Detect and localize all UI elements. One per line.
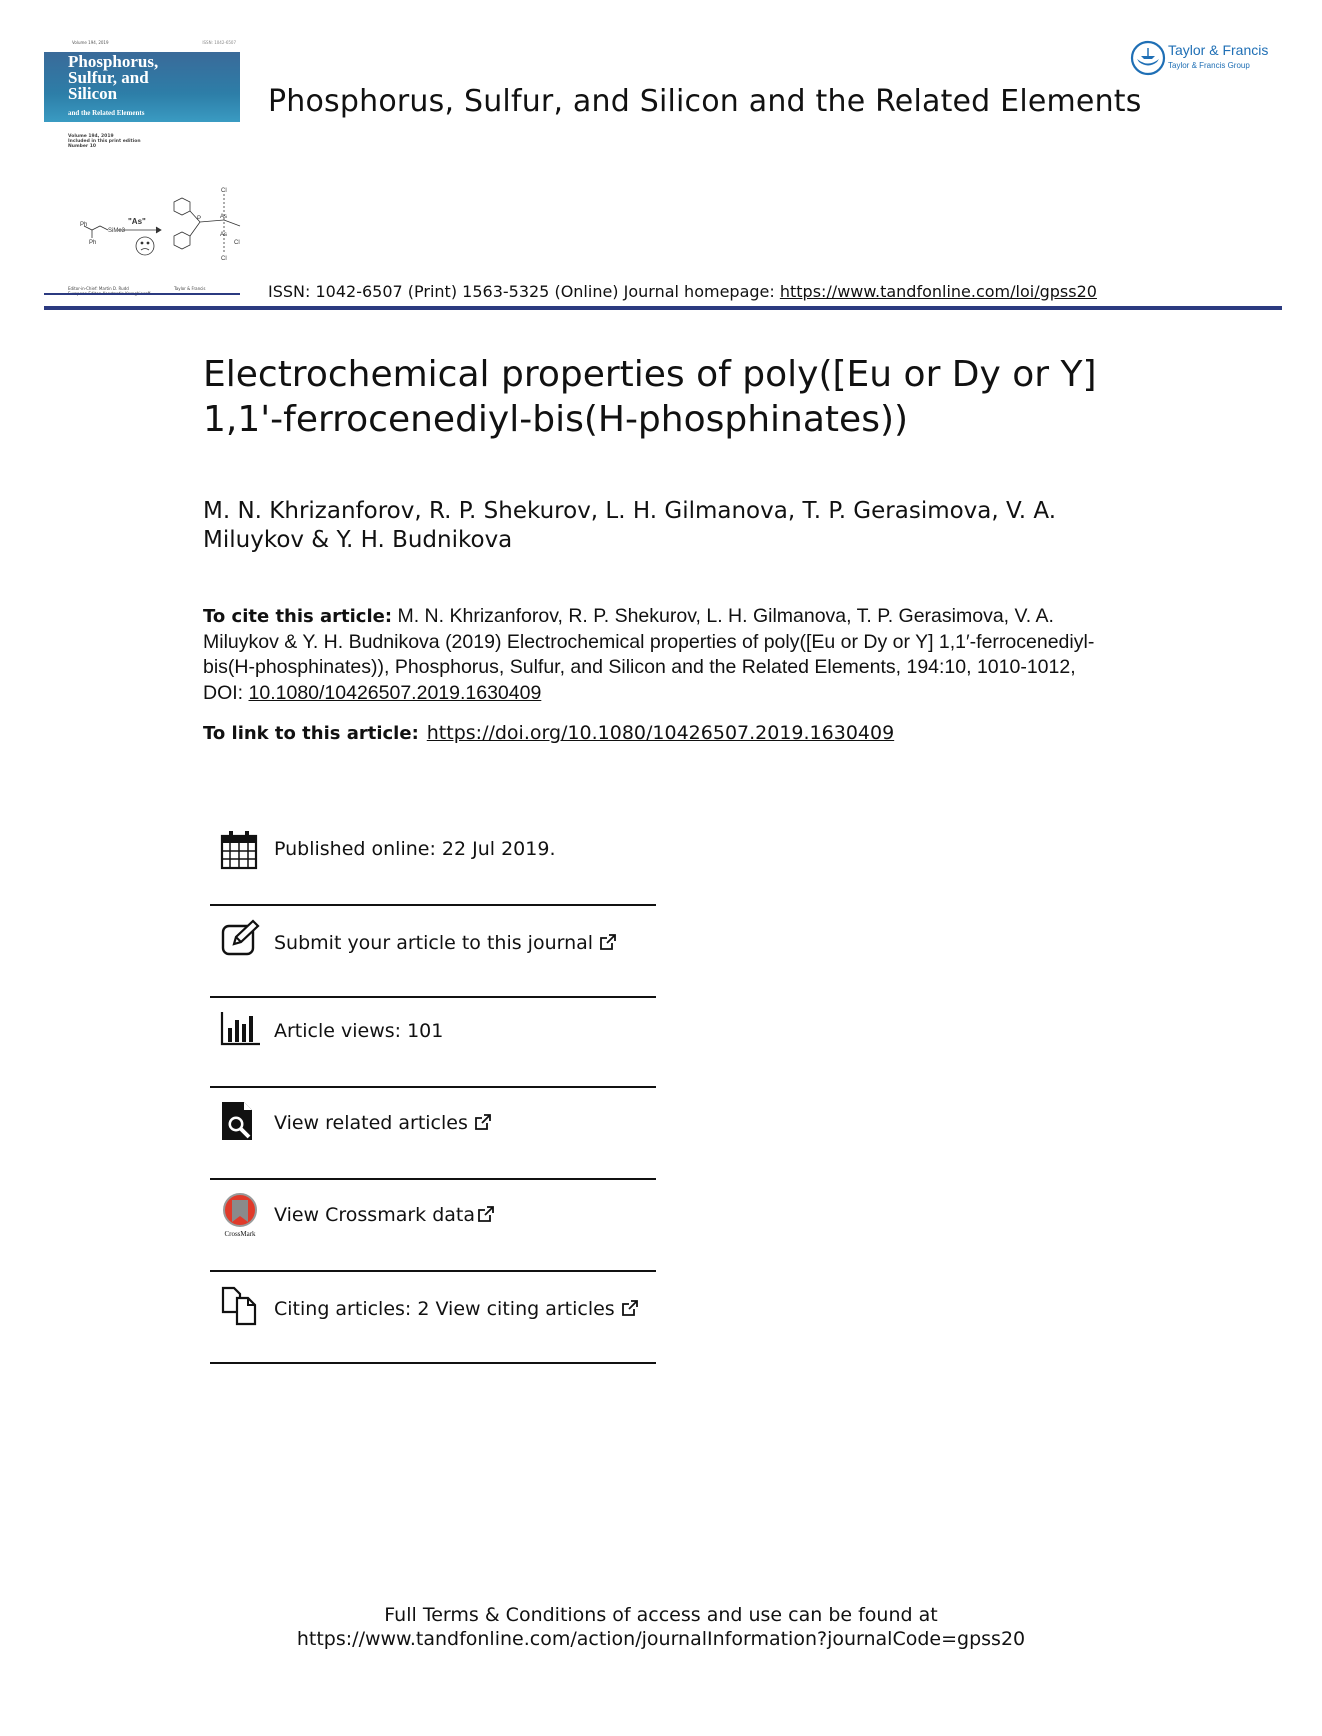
crossmark-link[interactable] xyxy=(274,1204,495,1226)
submit-article-text: Submit your article to this journal xyxy=(274,932,594,954)
cite-label: To cite this article: xyxy=(203,606,393,627)
cover-top-meta: Volume 194, 2019 xyxy=(72,40,109,45)
submit-article-link[interactable] xyxy=(274,932,617,954)
cite-text: M. N. Khrizanforov, R. P. Shekurov, L. H. Gilmanova, T. P. Gerasimova, V. A. Miluykov & Y. H. Budnikova (2019) Electrochemical properties of poly([Eu or Dy or Y] 1,1′-ferrocenediyl-bis(H-phosphinates)), Phosphorus, Sulfur, and Silicon and the Related Elements, 194:10, 1010-1012, DOI: xyxy=(203,605,1095,704)
cover-art-label: Ph xyxy=(89,240,97,246)
cover-art-label: As xyxy=(220,232,228,238)
submit-article-row[interactable] xyxy=(210,906,656,998)
article-title: Electrochemical properties of poly([Eu or Dy or Y] 1,1'-ferrocenediyl-bis(H-phosphinates)) xyxy=(203,354,1097,440)
cover-title: Phosphorus, Sulfur, and Silicon xyxy=(68,52,159,103)
bar-chart-icon xyxy=(220,1008,260,1050)
cover-chemical-structure-illustration xyxy=(62,180,242,280)
published-online-row xyxy=(210,816,656,906)
cover-art-label: As xyxy=(220,214,228,220)
related-articles-link[interactable] xyxy=(274,1112,492,1134)
cover-art-label: "As" xyxy=(128,217,146,226)
terms-line: Full Terms & Conditions of access and use can be found at xyxy=(384,1604,938,1626)
cover-bottom-rule xyxy=(44,293,240,295)
related-articles-row[interactable] xyxy=(210,1088,656,1180)
issn-line xyxy=(268,282,1097,301)
publisher-name: Taylor & Francis xyxy=(1168,42,1269,58)
citation-block xyxy=(203,604,1103,706)
cover-art-label: Ph xyxy=(80,222,88,228)
copy-documents-icon xyxy=(220,1284,260,1326)
document-search-icon xyxy=(220,1100,260,1142)
article-authors: M. N. Khrizanforov, R. P. Shekurov, L. H. Gilmanova, T. P. Gerasimova, V. A. Miluykov & Y. H. Budnikova xyxy=(203,498,1057,553)
publisher-group: Taylor & Francis Group xyxy=(1168,61,1250,70)
link-label: To link to this article: xyxy=(203,723,419,744)
crossmark-logo-text: CrossMark xyxy=(224,1230,256,1238)
calendar-icon xyxy=(220,830,260,872)
terms-footer xyxy=(0,1603,1322,1651)
crossmark-icon xyxy=(220,1192,260,1238)
doi-link[interactable]: 10.1080/10426507.2019.1630409 xyxy=(248,681,542,704)
cover-publisher-logo: Taylor & Francis xyxy=(174,286,206,291)
cover-art-label: P xyxy=(197,216,202,222)
citing-articles-row[interactable] xyxy=(210,1272,656,1364)
external-link-icon xyxy=(599,933,617,951)
external-link-icon xyxy=(477,1205,495,1223)
journal-cover-image xyxy=(44,38,240,294)
cover-art-label: SiMe3 xyxy=(108,228,126,234)
external-link-icon xyxy=(621,1299,639,1317)
cover-art-label: Cl xyxy=(221,256,227,262)
header-rule xyxy=(44,306,1282,310)
cover-subtitle: and the Related Elements xyxy=(68,109,145,117)
cover-editors: Editor-in-Chief: Martin D. Rudd xyxy=(68,286,129,291)
cover-art-label: Cl xyxy=(234,240,240,246)
crossmark-row[interactable] xyxy=(210,1180,656,1272)
citing-articles-link[interactable] xyxy=(274,1298,639,1320)
issn-text: ISSN: 1042-6507 (Print) 1563-5325 (Online) Journal homepage: xyxy=(268,282,780,301)
related-articles-text: View related articles xyxy=(274,1112,468,1134)
citing-articles-text: Citing articles: 2 View citing articles xyxy=(274,1298,615,1320)
cover-issue-meta: Volume 194, 2019 Included in this print edition Number 10 xyxy=(68,134,141,149)
article-doi-url-link[interactable]: https://doi.org/10.1080/10426507.2019.1630409 xyxy=(426,722,895,744)
article-link-line xyxy=(203,722,894,744)
crossmark-text: View Crossmark data xyxy=(274,1204,476,1226)
article-views-row xyxy=(210,998,656,1088)
article-views-text: Article views: 101 xyxy=(274,1020,444,1042)
article-info-list xyxy=(210,816,656,1364)
published-online-text: Published online: 22 Jul 2019. xyxy=(274,838,556,860)
cover-art-label: Cl xyxy=(221,188,227,194)
journal-title: Phosphorus, Sulfur, and Silicon and the Related Elements xyxy=(268,84,1142,119)
cover-top-meta-right: ISSN: 1042-6507 xyxy=(202,40,236,45)
terms-url[interactable]: https://www.tandfonline.com/action/journalInformation?journalCode=gpss20 xyxy=(296,1628,1026,1650)
external-link-icon xyxy=(474,1113,492,1131)
journal-homepage-link[interactable]: https://www.tandfonline.com/loi/gpss20 xyxy=(779,282,1097,301)
edit-icon xyxy=(220,918,260,960)
